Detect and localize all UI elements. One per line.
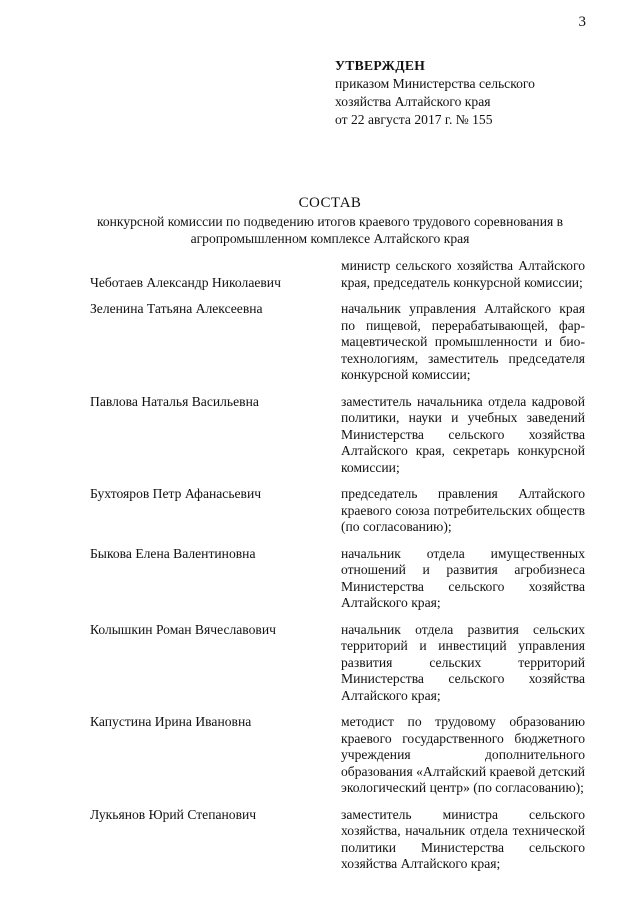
- approval-line: от 22 августа 2017 г. № 155: [335, 112, 493, 127]
- member-name: Зеленина Татьяна Алексеевна: [90, 301, 263, 316]
- member-row: [90, 807, 585, 873]
- member-row: [90, 394, 585, 477]
- approval-block: [335, 57, 535, 129]
- member-role: методист по трудовому образованию краевого государственного бюджетного учреждения дополнительного образования «Алтайский краевой детский экологический центр» (по согласованию);: [341, 714, 586, 795]
- member-list: [90, 258, 585, 883]
- approval-line: хозяйства Алтайского края: [335, 94, 491, 109]
- member-role: начальник отдела имущественных отношений и развития агробизнеса Министерства сельского хозяйства Алтайского края;: [341, 545, 585, 610]
- member-role: председатель правления Алтайского краевого союза потребительских обществ (по согласованию);: [341, 486, 585, 534]
- member-row: [90, 622, 585, 705]
- approval-line: приказом Министерства сельского: [335, 76, 535, 91]
- title-block: [60, 194, 600, 247]
- document-title: СОСТАВ: [298, 195, 362, 211]
- member-row: [90, 486, 585, 536]
- member-row: [90, 546, 585, 612]
- member-role: заместитель министра сельского хозяйства, начальник отдела технической политики Министерства сельского хозяйства Алтайского края;: [341, 806, 585, 871]
- approval-heading: УТВЕРЖДЕН: [335, 58, 426, 73]
- member-row: [90, 258, 585, 291]
- member-name: Колышкин Роман Вячеславович: [90, 621, 276, 637]
- member-name: Лукьянов Юрий Степанович: [90, 806, 257, 822]
- member-role: начальник управления Алтайского края по пищевой, перерабатывающей, фармацевтической промышленности и биотехнологиям, заместитель председателя конкурсной комиссии;: [341, 301, 585, 382]
- member-row: [90, 301, 585, 384]
- member-row: [90, 714, 585, 797]
- page-number: 3: [578, 14, 586, 30]
- subtitle-line: конкурсной комиссии по подведению итогов краевого трудового соревнования в: [96, 214, 564, 229]
- member-name: Павлова Наталья Васильевна: [90, 393, 259, 409]
- member-role: заместитель начальника отдела кадровой политики, науки и учебных заведений Министерства сельского хозяйства Алтайского края, секретарь конкурсной комиссии;: [341, 393, 585, 475]
- member-name: Чеботаев Александр Николаевич: [90, 274, 281, 290]
- member-name: Бухтояров Петр Афанасьевич: [90, 486, 262, 501]
- subtitle-line: агропромышленном комплексе Алтайского края: [190, 231, 470, 246]
- member-role: начальник отдела развития сельских территорий и инвестиций управления развития сельских территорий Министерства сельского хозяйства Алтайского края;: [341, 621, 585, 703]
- member-role: министр сельского хозяйства Алтайского края, председатель конкурсной комиссии;: [341, 258, 585, 290]
- document-subtitle: [60, 213, 600, 247]
- member-name: Капустина Ирина Ивановна: [90, 714, 252, 729]
- member-name: Быкова Елена Валентиновна: [90, 545, 256, 561]
